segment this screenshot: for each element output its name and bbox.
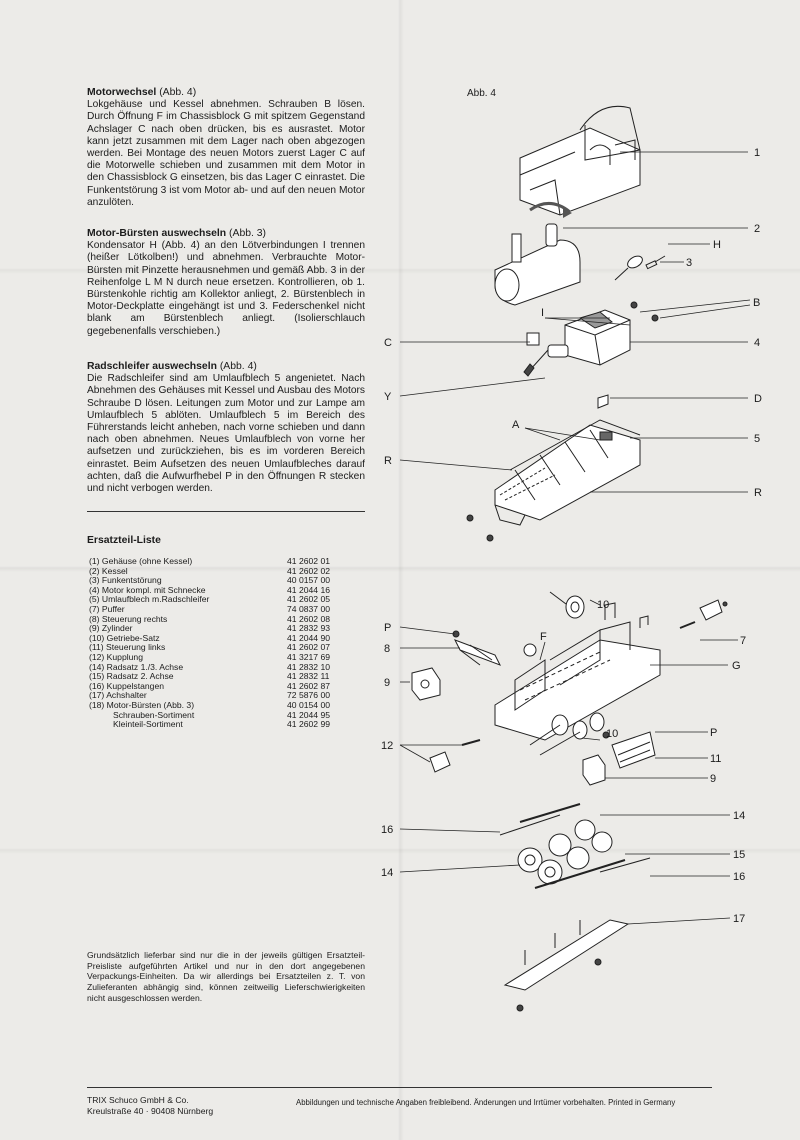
part-name: (15) Radsatz 2. Achse [89, 671, 174, 682]
part-number: 40 0157 00 [287, 575, 331, 586]
label-4: 4 [754, 337, 761, 349]
label-16-left: 16 [381, 824, 394, 836]
label-d: D [754, 393, 762, 405]
label-2: 2 [754, 223, 761, 235]
label-3: 3 [686, 257, 693, 269]
part-name: (18) Motor-Bürsten (Abb. 3) [89, 699, 195, 710]
chassis-block-part [495, 603, 660, 740]
label-g: G [732, 660, 741, 672]
label-a: A [512, 419, 520, 431]
part-name: (17) Achshalter [89, 690, 147, 701]
section-text: Die Radschleifer sind am Umlaufblech 5 angenietet. Nach Abnehmen des Gehäuses mit Kessel und Ausbau des Motors Schraube D lösen. Leitungen zum Motor und zur Lampe am Umlaufblech 5 ablöten. Umlaufblech 5 im Bereich des Führerstands leicht anheben, nach vorne schieben und dann nach oben abnehmen. Neues Umlaufblech von vorne her aufsetzen und zurückziehen, bis es im vorderen Bereich einrastet. Beim Aufsetzen des neuen Umlaufbleches darauf achten, daß die Aufwurfhebel P in den Öffnungen R stecken und nicht verbogen werden. [87, 373, 365, 495]
label-8: 8 [384, 643, 391, 655]
label-9-left: 9 [384, 677, 391, 689]
label-15: 15 [733, 849, 746, 861]
label-h: H [713, 239, 721, 251]
label-p-right: P [710, 727, 718, 739]
boiler-part [495, 203, 580, 305]
motor-part [524, 310, 630, 376]
label-i: I [541, 307, 545, 319]
part-name: (16) Kuppelstangen [89, 680, 165, 691]
part-number: 41 2602 05 [287, 594, 331, 605]
section-text: Kondensator H (Abb. 4) an den Lötverbindungen I trennen (heißer Lötkolben!) und abnehmen. Verbrauchte Motor-Bürsten mit Pinzette herausnehmen und gemäß Abb. 3 in der Reihenfolge L M N durch neue ersetzen. Kontrollieren, ob 1. Bürstenkohle richtig am Kollektor anliegt, 2. Bürstenblech in Motor-Deckplatte eingehängt ist und 3. Federschenkel nicht blank am Bürstenblech anliegt. (Isolierschlauch gegebenenfalls verschieben.) [87, 240, 365, 337]
part-number: 41 2044 16 [287, 584, 331, 595]
part-number: 41 2044 90 [287, 632, 331, 643]
part-number: 41 2044 95 [287, 709, 331, 720]
section-ref: (Abb. 3) [229, 228, 267, 239]
label-c: C [384, 337, 392, 349]
section-ref: (Abb. 4) [219, 361, 257, 372]
part-number: 41 2602 02 [287, 565, 331, 576]
label-r-right: R [754, 487, 762, 499]
part-number: 41 2832 93 [287, 623, 331, 634]
company-name: TRIX Schuco GmbH & Co. [87, 1095, 189, 1105]
label-1: 1 [754, 147, 761, 159]
label-p-left: P [384, 622, 392, 634]
buffer-part [680, 600, 727, 628]
label-r-left: R [384, 455, 392, 467]
label-10-top: 10 [597, 599, 610, 611]
wheelset-part [500, 804, 650, 888]
part-name: (7) Puffer [89, 603, 125, 614]
part-name: Schrauben-Sortiment [113, 709, 195, 720]
label-12: 12 [381, 740, 394, 752]
label-14-left: 14 [381, 867, 394, 879]
part-name: (4) Motor kompl. mit Schnecke [89, 584, 206, 595]
part-number: 40 0154 00 [287, 699, 331, 710]
label-10-bottom: 10 [606, 728, 619, 740]
part-name: Kleinteil-Sortiment [113, 719, 183, 730]
availability-note: Grundsätzlich lieferbar sind nur die in der jeweils gültigen Ersatzteil-Preisliste aufgeführten Artikel und nur in den dort angegebenen Verpackungs-Einheiten. Da wir allerdings bei Ersatzteilen z. T. von Zulieferanten abhängig sind, können zeitweilig Lieferschwierigkeiten nicht ausgeschlossen werden. [87, 950, 365, 1003]
bearing-part [527, 333, 539, 345]
part-number: 41 2602 87 [287, 680, 331, 691]
part-name: (9) Zylinder [89, 623, 133, 634]
disclaimer-text: Abbildungen und technische Angaben freibleibend. Änderungen und Irrtümer vorbehalten. Printed in Germany [296, 1098, 676, 1107]
part-name: (5) Umlaufblech m.Radschleifer [89, 594, 210, 605]
part-name: (12) Kupplung [89, 651, 143, 662]
label-f: F [540, 631, 547, 643]
label-y: Y [384, 391, 392, 403]
label-16-right: 16 [733, 871, 746, 883]
label-9-right: 9 [710, 773, 717, 785]
figure-title: Abb. 4 [467, 88, 496, 99]
label-17: 17 [733, 913, 746, 925]
section-title: Motorwechsel [87, 87, 157, 98]
axle-holder-part [505, 920, 628, 1011]
section-ref: (Abb. 4) [159, 87, 197, 98]
part-name: (8) Steuerung rechts [89, 613, 168, 624]
part-name: (11) Steuerung links [89, 642, 166, 653]
housing-part [520, 106, 640, 215]
screw-part [598, 395, 608, 408]
part-number: 41 2602 99 [287, 719, 331, 730]
part-number: 41 2832 11 [287, 671, 330, 682]
part-number: 72 5876 00 [287, 690, 331, 701]
label-5: 5 [754, 433, 761, 445]
part-number: 41 2832 10 [287, 661, 331, 672]
part-number: 41 3217 69 [287, 651, 331, 662]
part-name: (2) Kessel [89, 565, 128, 576]
part-number: 41 2602 07 [287, 642, 331, 653]
section-title: Radschleifer auswechseln [87, 361, 217, 372]
part-name: (10) Getriebe-Satz [89, 632, 160, 643]
part-number: 74 0837 00 [287, 603, 331, 614]
suppressor-part [615, 254, 665, 321]
label-b: B [753, 297, 761, 309]
section-text: Lokgehäuse und Kessel abnehmen. Schrauben B lösen. Durch Öffnung F im Chassisblock G mit spitzem Gegenstand Achslager C nach oben drücken, bis es ausrastet. Motor kann jetzt zusammen mit dem Lager nach oben abgezogen werden. Bei Montage des neuen Motors zuerst Lager C auf die Motorwelle schieben und zusammen mit dem Motor in den Chassisblock G einsetzen, bis das Lager C einrastet. Die Funkentstörung 3 ist vom Motor ab- und auf den neuen Motor anzulöten. [87, 99, 365, 208]
part-name: (1) Gehäuse (ohne Kessel) [89, 556, 193, 566]
label-14-right: 14 [733, 810, 746, 822]
part-number: 41 2602 01 [287, 556, 331, 566]
section-title: Motor-Bürsten auswechseln [87, 228, 227, 239]
valve-gear-right-part [453, 631, 500, 665]
label-11: 11 [710, 753, 722, 765]
part-number: 41 2602 08 [287, 613, 331, 624]
parts-list-title: Ersatzteil-Liste [87, 535, 161, 546]
part-name: (14) Radsatz 1./3. Achse [89, 661, 184, 672]
label-7: 7 [740, 635, 747, 647]
company-address: Kreulstraße 40 · 90408 Nürnberg [87, 1106, 214, 1116]
part-name: (3) Funkentstörung [89, 575, 162, 586]
